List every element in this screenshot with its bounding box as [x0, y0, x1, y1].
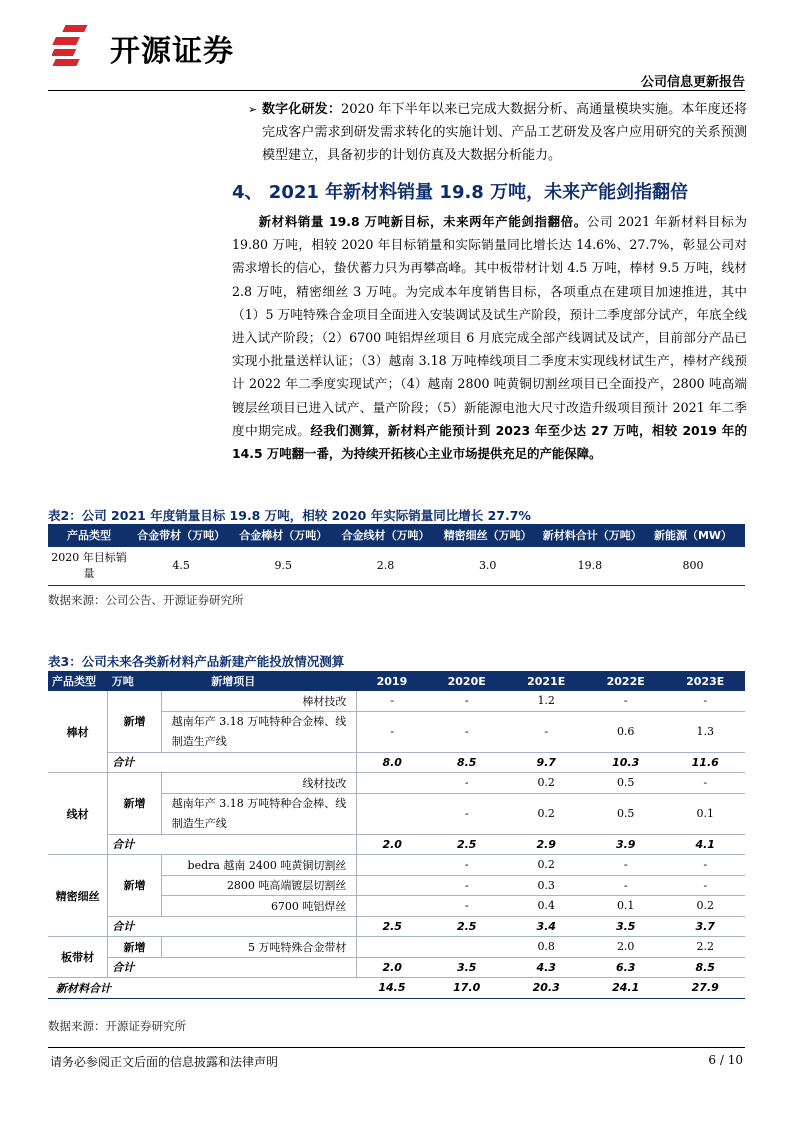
table2-title: 表2：公司 2021 年度销量目标 19.8 万吨，相较 2020 年实际销量同比增长 27.7%	[48, 508, 531, 523]
table3-header: 产品类型	[48, 671, 108, 691]
table2-source: 数据来源：公司公告、开源证券研究所	[48, 593, 244, 607]
total-cell: 3.7	[665, 916, 745, 937]
page-number: 6 / 10	[708, 1053, 743, 1067]
table-row	[48, 957, 745, 978]
total-cell: 2.0	[357, 957, 427, 978]
table3-source: 数据来源：开源证券研究所	[48, 1019, 186, 1033]
item-name: 6700 吨铝焊丝	[161, 896, 357, 917]
arrow-bullet-icon: ➢	[248, 103, 258, 116]
table3-header: 2020E	[427, 671, 507, 691]
item-name: 越南年产 3.18 万吨特种合金棒、线制造生产线	[161, 711, 357, 752]
table2-header: 新材料合计（万吨）	[539, 524, 641, 547]
para-conclusion: 经我们测算，新材料产能预计到 2023 年至少达 27 万吨，相较 2019 年的 14.5 万吨翻一番，为持续开拓核心主业市场提供充足的产能保障。	[232, 422, 747, 462]
table2-cell: 800	[641, 547, 745, 586]
bullet-text: 2020 年下半年以来已完成大数据分析、高通量模块实施。本年度还将完成客户需求到研发需求转化的实施计划、产品工艺研发及客户应用研究的关系预测模型建立，具备初步的计划仿真及大数据分析能力。	[262, 102, 747, 163]
total-cell: 3.5	[427, 957, 507, 978]
table3	[48, 671, 745, 999]
total-cell: 3.5	[586, 916, 666, 937]
table-row	[48, 937, 745, 958]
value-cell: 1.2	[506, 691, 586, 711]
table2-cell: 19.8	[539, 547, 641, 586]
category-bandai: 板带材	[48, 937, 108, 978]
total-label: 合计	[108, 752, 357, 773]
grand-total-cell: 17.0	[427, 978, 507, 999]
grand-total-cell: 14.5	[357, 978, 427, 999]
add-label: 新增	[108, 937, 161, 958]
table2-cell: 3.0	[437, 547, 539, 586]
value-cell: 1.3	[665, 711, 745, 752]
total-cell: 4.3	[506, 957, 586, 978]
grand-total-label: 新材料合计	[48, 978, 357, 999]
section-title: 4、 2021 年新材料销量 19.8 万吨，未来产能剑指翻倍	[232, 182, 689, 203]
footer-divider	[48, 1047, 745, 1048]
value-cell: 0.1	[665, 793, 745, 834]
table2-cell: 9.5	[232, 547, 334, 586]
total-cell: 3.4	[506, 916, 586, 937]
value-cell: 0.1	[586, 896, 666, 917]
table2-cell: 2020 年目标销量	[48, 547, 130, 586]
total-cell: 2.5	[357, 916, 427, 937]
grand-total-cell: 24.1	[586, 978, 666, 999]
value-cell: -	[357, 691, 427, 711]
header-divider	[48, 90, 745, 91]
table2	[48, 524, 745, 586]
item-name: 越南年产 3.18 万吨特种合金棒、线制造生产线	[161, 793, 357, 834]
value-cell	[357, 773, 427, 794]
total-label: 合计	[108, 916, 357, 937]
value-cell: 2.2	[665, 937, 745, 958]
value-cell	[357, 875, 427, 896]
total-cell: 2.5	[427, 834, 507, 855]
add-label: 新增	[108, 773, 161, 835]
total-cell: 2.9	[506, 834, 586, 855]
table3-header: 2022E	[586, 671, 666, 691]
total-cell: 2.5	[427, 916, 507, 937]
value-cell: 0.5	[586, 793, 666, 834]
value-cell: -	[427, 773, 507, 794]
total-cell: 9.7	[506, 752, 586, 773]
category-jingmi: 精密细丝	[48, 855, 108, 937]
value-cell: 0.4	[506, 896, 586, 917]
item-name: 5 万吨特殊合金带材	[161, 937, 357, 958]
table2-header: 精密细丝（万吨）	[437, 524, 539, 547]
value-cell: 0.2	[665, 896, 745, 917]
item-name: 线材技改	[161, 773, 357, 794]
grand-total-cell: 27.9	[665, 978, 745, 999]
total-cell: 11.6	[665, 752, 745, 773]
table2-header: 合金带材（万吨）	[130, 524, 232, 547]
value-cell	[427, 937, 507, 958]
brand-name: 开源证券	[110, 34, 234, 69]
value-cell: 0.6	[586, 711, 666, 752]
total-cell: 2.0	[357, 834, 427, 855]
table2-header: 合金棒材（万吨）	[232, 524, 334, 547]
total-cell: 4.1	[665, 834, 745, 855]
total-cell: 8.0	[357, 752, 427, 773]
value-cell: -	[665, 773, 745, 794]
value-cell: -	[427, 711, 507, 752]
table-row	[48, 773, 745, 794]
table3-header: 2023E	[665, 671, 745, 691]
value-cell: -	[506, 711, 586, 752]
total-cell: 8.5	[427, 752, 507, 773]
table2-header: 产品类型	[48, 524, 130, 547]
total-cell: 3.9	[586, 834, 666, 855]
table-row	[48, 752, 745, 773]
brand-logo	[52, 24, 292, 68]
value-cell: -	[427, 793, 507, 834]
value-cell: -	[357, 711, 427, 752]
value-cell: -	[427, 691, 507, 711]
section-paragraph	[232, 210, 747, 465]
value-cell: 0.5	[586, 773, 666, 794]
item-name: 棒材技改	[161, 691, 357, 711]
table2-header: 新能源（MW）	[641, 524, 745, 547]
table2-cell: 2.8	[334, 547, 436, 586]
value-cell	[357, 896, 427, 917]
bullet-label: 数字化研发：	[262, 102, 342, 117]
value-cell: -	[665, 691, 745, 711]
value-cell: 0.2	[506, 855, 586, 876]
value-cell: -	[586, 855, 666, 876]
table-row	[48, 855, 745, 876]
value-cell: 0.3	[506, 875, 586, 896]
table2-cell: 4.5	[130, 547, 232, 586]
value-cell: -	[665, 875, 745, 896]
value-cell: 0.8	[506, 937, 586, 958]
table-row	[48, 547, 745, 586]
report-type: 公司信息更新报告	[640, 75, 745, 90]
table-row	[48, 691, 745, 711]
item-name: 2800 吨高端镀层切割丝	[161, 875, 357, 896]
value-cell: -	[427, 896, 507, 917]
value-cell	[357, 855, 427, 876]
table3-header: 万吨	[108, 671, 161, 691]
value-cell: 0.2	[506, 793, 586, 834]
value-cell	[357, 793, 427, 834]
total-label: 合计	[108, 834, 357, 855]
para-body: 公司 2021 年新材料目标为 19.80 万吨，相较 2020 年目标销量和实际销量同比增长达 14.6%、27.7%，彰显公司对需求增长的信心，蛰伏蓄力只为再攀高峰。其中板带材计划 4.5 万吨，棒材 9.5 万吨，线材 2.8 万吨，精密细丝 3 万吨。为完成本年度销售目标，各项重点在建项目加速推进，其中（1）5 万吨特殊合金项目全面进入安装调试及试生产阶段，预计二季度部分试产，年底全线进入试产阶段；（2）6700 吨铝焊丝项目 6 月底完成全部产线调试及试产，目前部分产品已实现小批量送样认证；（3）越南 3.18 万吨棒线项目二季度末实现线材试生产，棒材产线预计 2022 年二季度实现试产；（4）越南 2800 吨黄铜切割丝项目已全面投产，2800 吨高端镀层丝项目已进入试产、量产阶段；（5）新能源电池大尺寸改造升级项目预计 2021 年二季度中期完成。	[232, 214, 747, 438]
value-cell: -	[665, 855, 745, 876]
table3-header-row	[48, 671, 745, 691]
table3-header: 2021E	[506, 671, 586, 691]
table2-header: 合金线材（万吨）	[334, 524, 436, 547]
value-cell: 0.2	[506, 773, 586, 794]
digital-rd-bullet	[248, 98, 747, 167]
value-cell: -	[427, 875, 507, 896]
value-cell: -	[586, 691, 666, 711]
add-label: 新增	[108, 855, 161, 917]
item-name: bedra 越南 2400 吨黄铜切割丝	[161, 855, 357, 876]
category-bang: 棒材	[48, 691, 108, 773]
total-cell: 8.5	[665, 957, 745, 978]
grand-total-cell: 20.3	[506, 978, 586, 999]
value-cell: -	[586, 875, 666, 896]
value-cell: -	[427, 855, 507, 876]
kaiyuan-logo-mark-icon	[52, 24, 104, 68]
table3-header: 2019	[357, 671, 427, 691]
total-cell: 6.3	[586, 957, 666, 978]
total-cell: 10.3	[586, 752, 666, 773]
category-xian: 线材	[48, 773, 108, 855]
table3-header: 新增项目	[161, 671, 357, 691]
value-cell	[357, 937, 427, 958]
footer-disclaimer: 请务必参阅正文后面的信息披露和法律声明	[50, 1055, 279, 1069]
table-row	[48, 834, 745, 855]
table-row	[48, 978, 745, 999]
total-label: 合计	[108, 957, 357, 978]
table2-header-row	[48, 524, 745, 547]
table3-title: 表3：公司未来各类新材料产品新建产能投放情况测算	[48, 654, 345, 669]
add-label: 新增	[108, 691, 161, 752]
value-cell: 2.0	[586, 937, 666, 958]
table-row	[48, 916, 745, 937]
para-lead: 新材料销量 19.8 万吨新目标，未来两年产能剑指翻倍。	[258, 214, 587, 229]
